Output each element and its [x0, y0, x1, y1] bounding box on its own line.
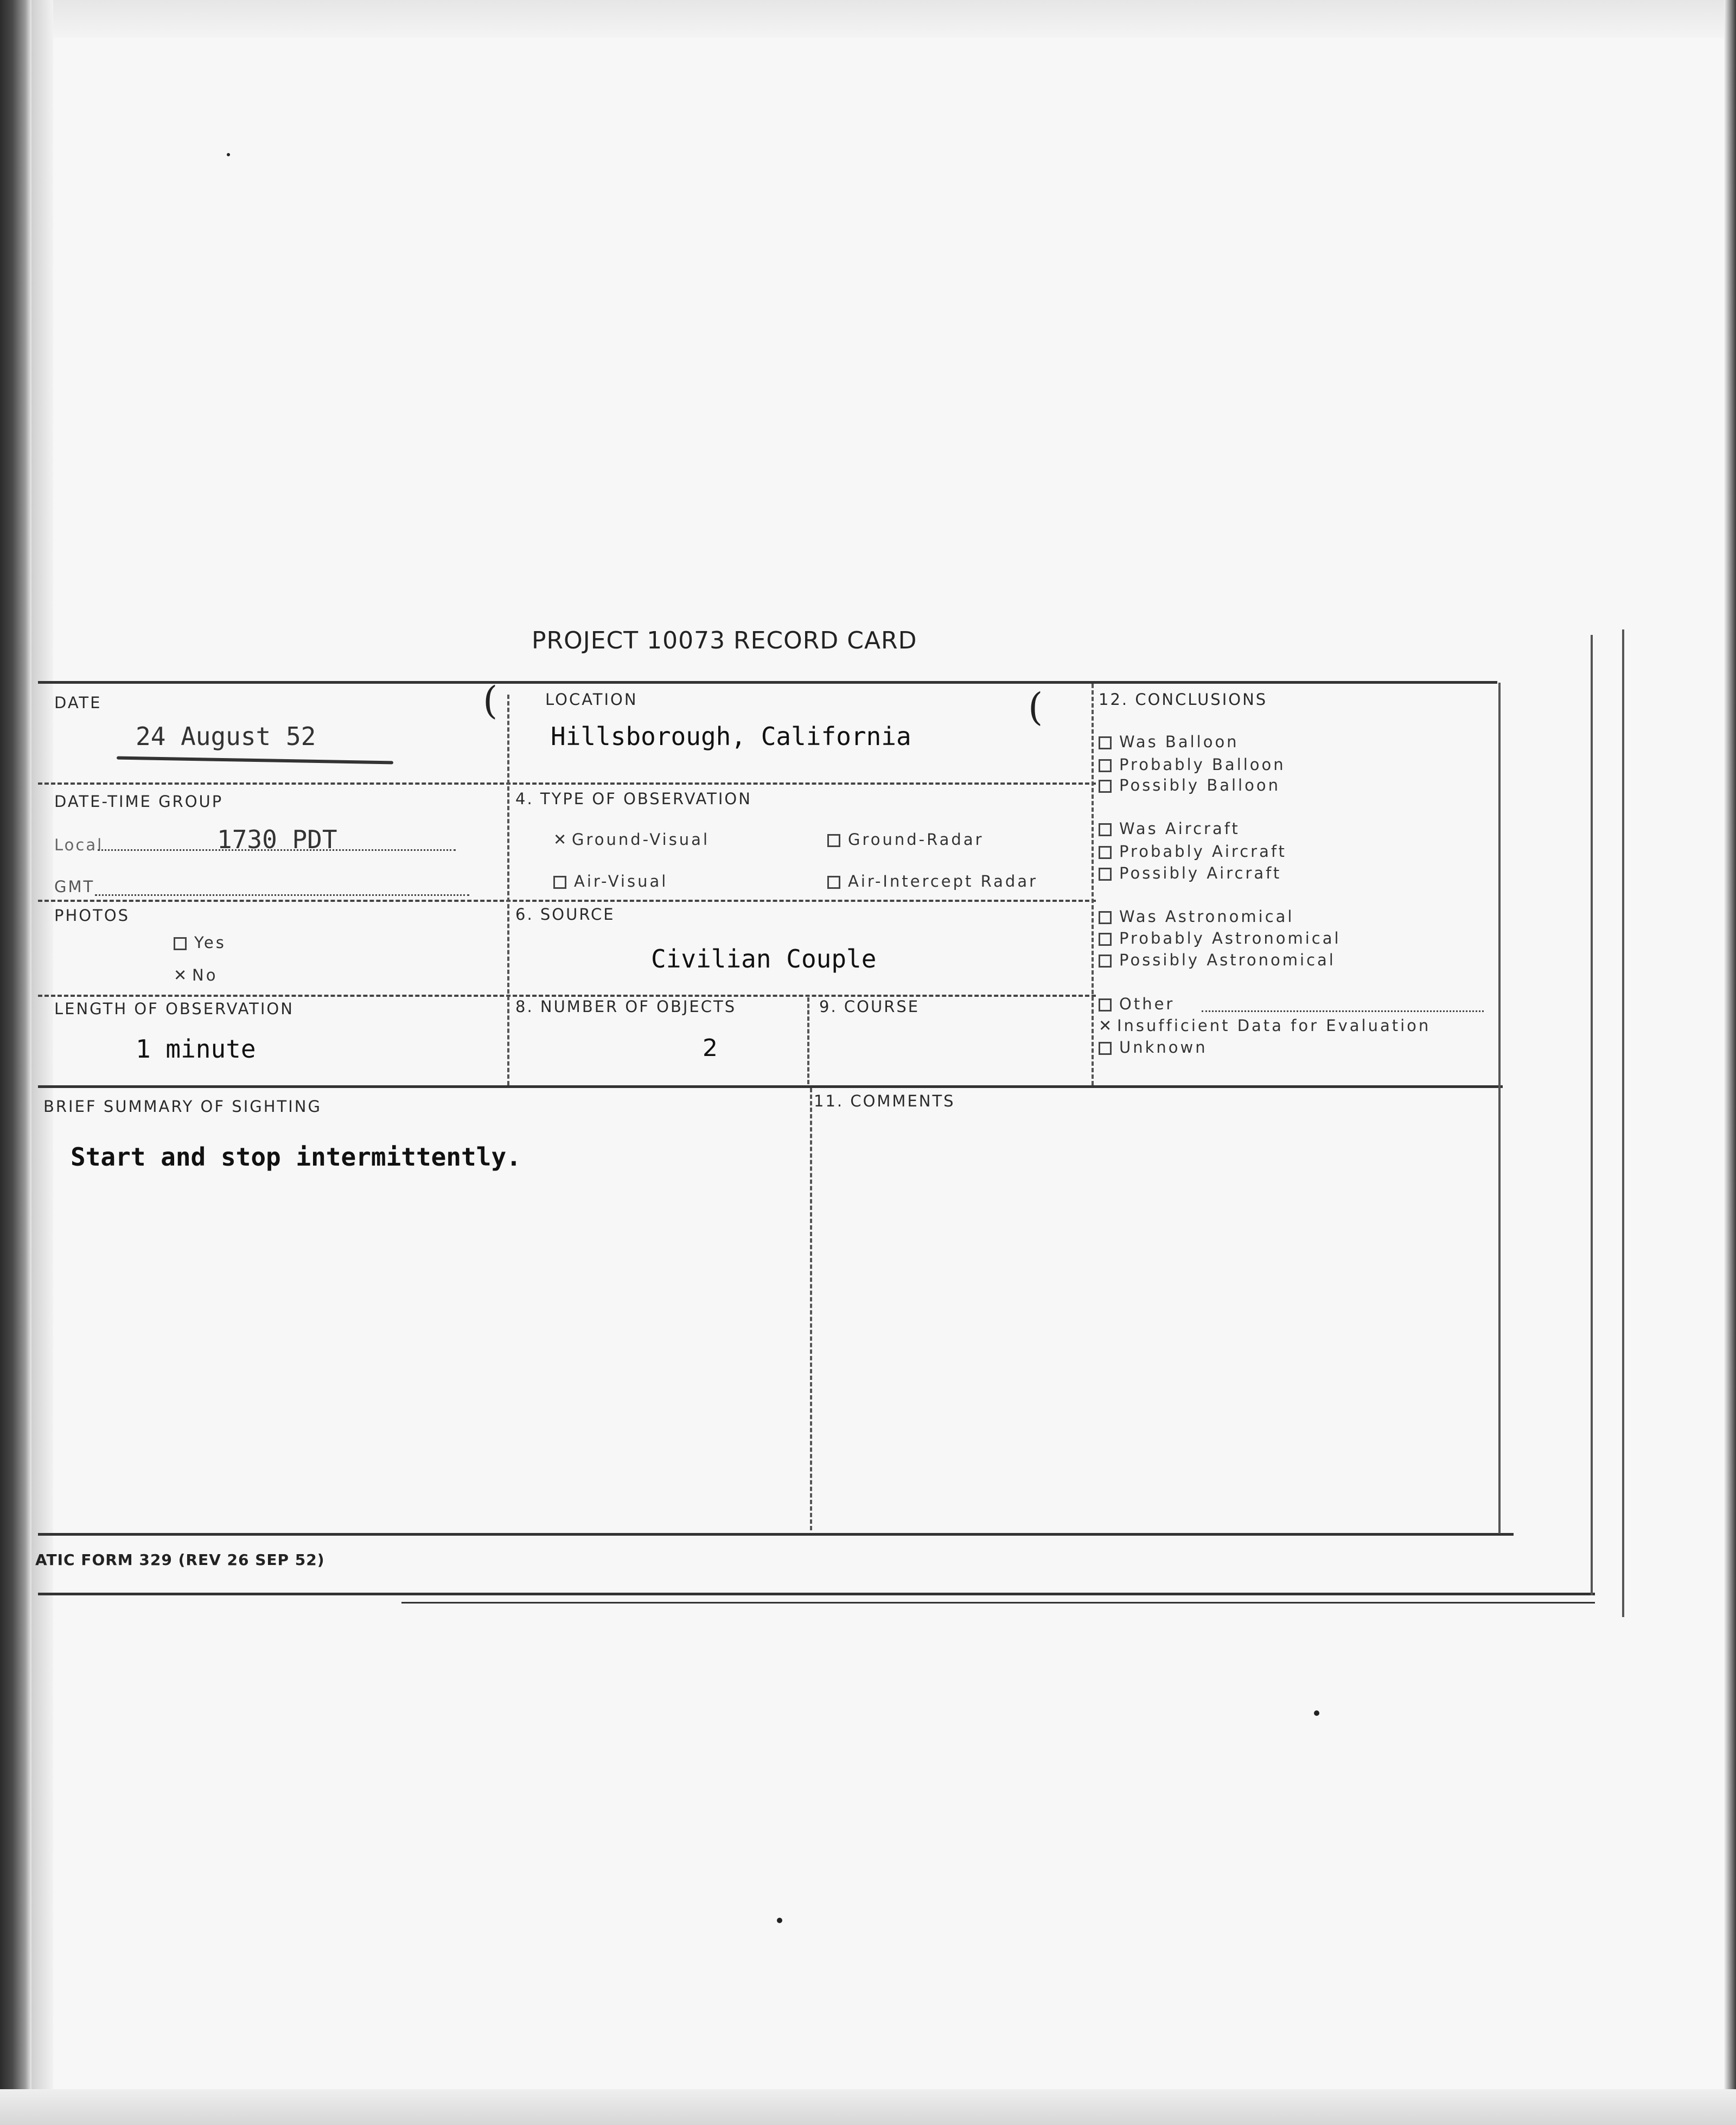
card-top-border — [38, 681, 1497, 684]
checkbox-icon — [827, 834, 840, 847]
date-label: DATE — [54, 694, 102, 712]
card-right-border — [1498, 683, 1501, 1534]
checkbox-icon — [1099, 998, 1112, 1011]
checkbox-icon — [1099, 780, 1112, 793]
checkbox-icon — [1099, 868, 1112, 881]
option-ground-radar[interactable]: Ground-Radar — [827, 830, 984, 849]
checkbox-icon — [1099, 846, 1112, 859]
checkbox-icon — [1099, 759, 1112, 772]
card-outer-right-rule — [1622, 629, 1624, 1617]
card-outer-right-rule — [1591, 635, 1593, 1595]
conclusions-label: 12. CONCLUSIONS — [1099, 690, 1268, 709]
scan-left-shadow — [31, 0, 53, 2125]
card-column-divider — [507, 695, 509, 1085]
checkbox-icon — [1099, 933, 1112, 946]
brief-summary-label: BRIEF SUMMARY OF SIGHTING — [43, 1097, 322, 1116]
conclusion-probably-balloon[interactable]: Probably Balloon — [1099, 755, 1286, 774]
film-speck — [777, 1918, 782, 1923]
card-row-divider — [38, 782, 1096, 785]
card-row-divider — [38, 900, 1096, 902]
length-of-observation-value: 1 minute — [136, 1034, 256, 1064]
course-label: 9. COURSE — [819, 997, 920, 1016]
margin-mark: ( — [483, 678, 498, 723]
local-time-value: 1730 PDT — [217, 825, 337, 854]
conclusion-unknown[interactable]: Unknown — [1099, 1038, 1208, 1057]
option-air-intercept-radar[interactable]: Air-Intercept Radar — [827, 872, 1038, 890]
conclusion-possibly-astronomical[interactable]: Possibly Astronomical — [1099, 951, 1336, 969]
checkbox-icon — [1099, 911, 1112, 924]
card-title: PROJECT 10073 RECORD CARD — [532, 627, 917, 654]
checkbox-icon — [1099, 955, 1112, 968]
photos-no-option[interactable]: ✕ No — [174, 966, 218, 984]
conclusion-probably-astronomical[interactable]: Probably Astronomical — [1099, 929, 1341, 947]
card-row-divider — [38, 1085, 1503, 1088]
source-value: Civilian Couple — [651, 944, 877, 974]
checkbox-icon — [827, 876, 840, 889]
local-time-line — [98, 849, 456, 851]
scan-left-edge — [0, 0, 31, 2125]
checkbox-icon — [1099, 1042, 1112, 1055]
comments-label: 11. COMMENTS — [814, 1092, 955, 1110]
conclusion-possibly-balloon[interactable]: Possibly Balloon — [1099, 776, 1280, 794]
source-label: 6. SOURCE — [515, 905, 615, 924]
film-speck — [227, 153, 230, 156]
scan-top-edge — [0, 0, 1736, 38]
option-air-visual[interactable]: Air-Visual — [553, 872, 668, 890]
date-value: 24 August 52 — [136, 722, 316, 751]
type-of-observation-label: 4. TYPE OF OBSERVATION — [515, 790, 752, 808]
checkbox-icon — [1099, 823, 1112, 836]
card-column-divider — [1092, 684, 1094, 1085]
date-time-group-label: DATE-TIME GROUP — [54, 792, 224, 811]
location-label: LOCATION — [545, 690, 638, 709]
number-of-objects-label: 8. NUMBER OF OBJECTS — [515, 997, 737, 1016]
card-column-divider — [810, 1088, 812, 1530]
card-column-divider — [807, 997, 809, 1084]
conclusion-insufficient-data[interactable]: ✕ Insufficient Data for Evaluation — [1099, 1016, 1431, 1035]
film-speck — [1314, 1710, 1319, 1716]
scan-right-edge — [1724, 0, 1736, 2125]
conclusion-was-aircraft[interactable]: Was Aircraft — [1099, 819, 1240, 838]
margin-mark: ( — [1028, 685, 1043, 729]
location-value: Hillsborough, California — [551, 722, 911, 751]
checkbox-icon — [553, 876, 566, 889]
card-bottom-border — [38, 1533, 1514, 1536]
other-line — [1202, 1010, 1484, 1012]
conclusion-probably-aircraft[interactable]: Probably Aircraft — [1099, 842, 1287, 861]
card-row-divider — [38, 995, 1096, 997]
scan-bottom-edge — [0, 2089, 1736, 2125]
card-outer-bottom-rule — [38, 1593, 1595, 1595]
brief-summary-value: Start and stop intermittently. — [71, 1142, 521, 1172]
conclusion-other[interactable]: Other — [1099, 995, 1175, 1013]
length-of-observation-label: LENGTH OF OBSERVATION — [54, 1000, 294, 1018]
checked-x-icon: ✕ — [1099, 1016, 1114, 1035]
gmt-label: GMT — [54, 877, 95, 896]
checked-x-icon: ✕ — [553, 830, 569, 849]
photos-yes-option[interactable]: Yes — [174, 933, 226, 952]
conclusion-was-astronomical[interactable]: Was Astronomical — [1099, 907, 1294, 926]
checkbox-icon — [174, 937, 187, 950]
option-ground-visual[interactable]: ✕ Ground-Visual — [553, 830, 710, 849]
form-number: ATIC FORM 329 (REV 26 SEP 52) — [35, 1551, 325, 1569]
photos-label: PHOTOS — [54, 906, 130, 925]
conclusion-possibly-aircraft[interactable]: Possibly Aircraft — [1099, 864, 1281, 882]
checkbox-icon — [1099, 736, 1112, 749]
card-outer-bottom-rule — [401, 1602, 1595, 1604]
local-time-label: Local — [54, 836, 104, 854]
date-underline-mark — [117, 756, 393, 765]
conclusion-was-balloon[interactable]: Was Balloon — [1099, 733, 1239, 751]
number-of-objects-value: 2 — [703, 1034, 718, 1062]
gmt-line — [95, 894, 469, 896]
checked-x-icon: ✕ — [174, 966, 189, 984]
